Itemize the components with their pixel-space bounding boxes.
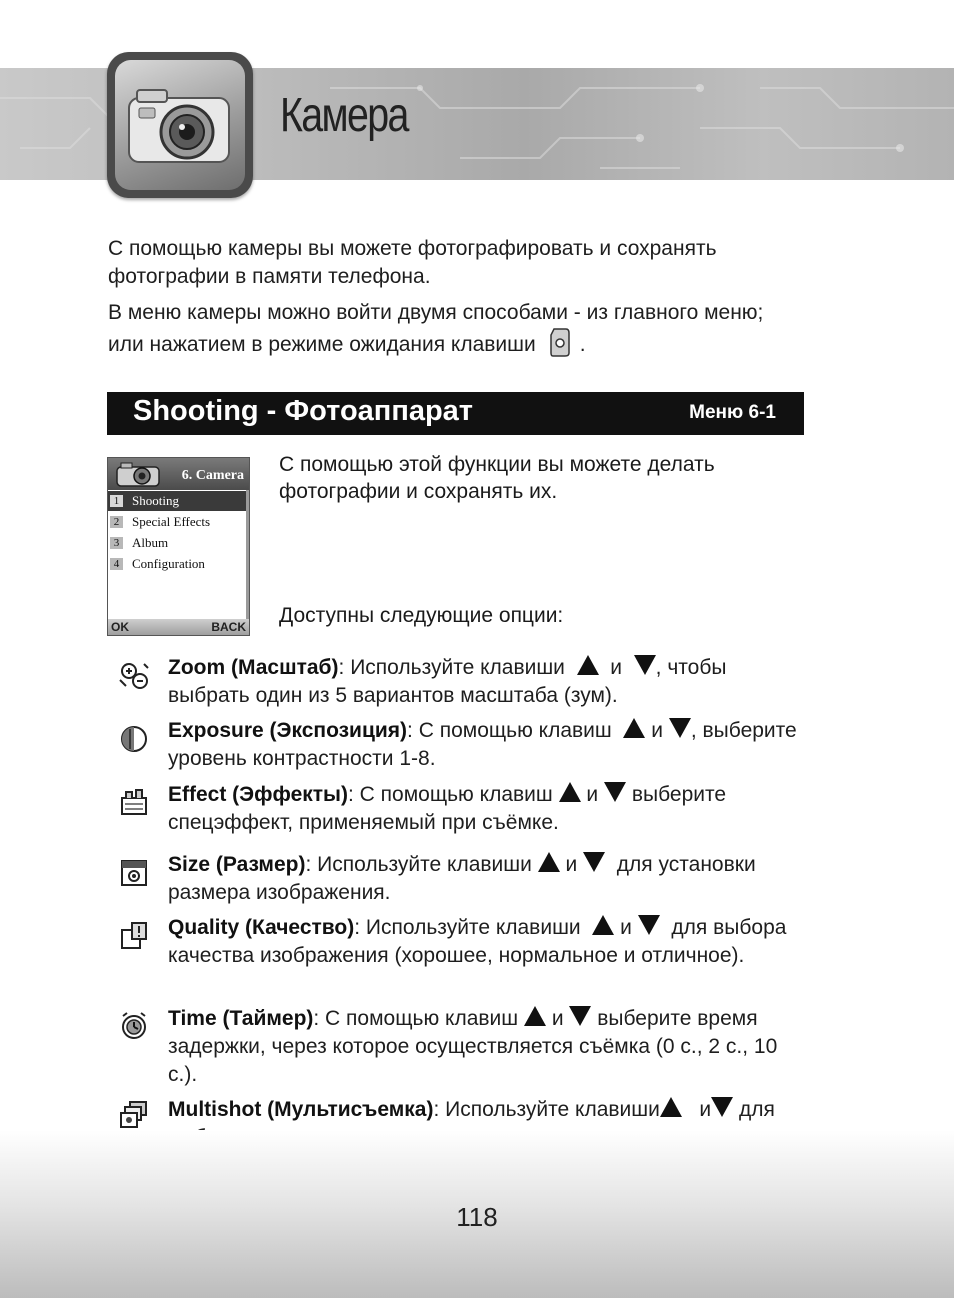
- function-description: С помощью этой функции вы можете делать фотографии и сохранять их.: [279, 453, 715, 503]
- up-arrow-icon: [559, 782, 581, 802]
- intro-paragraph-2: [108, 299, 798, 359]
- option-multishot-text-2: для: [738, 1098, 775, 1121]
- option-size-title: Size (Размер): [168, 853, 306, 876]
- up-arrow-icon: [592, 915, 614, 935]
- intro-paragraph-2-end: .: [579, 333, 586, 356]
- option-effect-text-2: выберите спецэффект, применяемый при съёмке.: [168, 783, 727, 834]
- down-arrow-icon: [569, 1006, 591, 1026]
- down-arrow-icon: [634, 655, 656, 675]
- up-arrow-icon: [538, 852, 560, 872]
- up-arrow-icon: [577, 655, 599, 675]
- intro-paragraph-1: С помощью камеры вы можете фотографировать и сохранять фотографии в памяти телефона.: [108, 237, 717, 288]
- up-arrow-icon: [660, 1097, 682, 1117]
- option-zoom: [168, 654, 798, 710]
- phone-menu-item-number: 2: [110, 516, 123, 528]
- options-heading: Доступны следующие опции:: [279, 604, 564, 627]
- down-arrow-icon: [583, 852, 605, 872]
- down-arrow-icon: [669, 718, 691, 738]
- option-size-and: и: [565, 853, 578, 876]
- option-effect-text-1: : С помощью клавиш: [348, 783, 553, 806]
- option-zoom-and: и: [610, 656, 622, 679]
- camera-icon: [107, 52, 253, 198]
- option-quality-text-1: : Используйте клавиши: [354, 916, 581, 939]
- phone-screen: [107, 457, 250, 636]
- multishot-icon: [118, 1099, 150, 1131]
- intro-paragraph-2-text: В меню камеры можно войти двумя способами - из главного меню; или нажатием в режиме ожидания клавиши: [108, 301, 764, 356]
- softkey-back[interactable]: BACK: [211, 620, 246, 634]
- page-title: Камера: [280, 89, 408, 142]
- option-multishot-title: Multishot (Мультисъемка): [168, 1098, 434, 1121]
- option-multishot-text-1: : Используйте клавиши: [433, 1098, 660, 1121]
- softkey-ok[interactable]: OK: [111, 620, 129, 634]
- phone-screen-header: [108, 458, 249, 490]
- phone-menu-item-label: Album: [132, 535, 169, 550]
- phone-menu-item-configuration[interactable]: [108, 554, 249, 574]
- page-number: 118: [456, 1202, 498, 1232]
- option-effect-and: и: [586, 783, 599, 806]
- phone-menu-item-label: Special Effects: [132, 514, 211, 529]
- option-time: [168, 1005, 798, 1089]
- option-multishot-and: и: [699, 1098, 712, 1121]
- option-exposure-text-2: , выберите уровень контрастности 1-8.: [168, 719, 797, 770]
- phone-menu-item-label: Shooting: [132, 493, 179, 508]
- option-zoom-text-2: , чтобы выбрать один из 5 вариантов масштаба (зум).: [168, 656, 727, 707]
- option-size: [168, 851, 798, 907]
- option-quality-text-2: для выбора качества изображения (хорошее, нормальное и отличное).: [168, 916, 787, 967]
- up-arrow-icon: [524, 1006, 546, 1026]
- phone-menu-item-number: 1: [110, 495, 123, 507]
- option-quality-title: Quality (Качество): [168, 916, 355, 939]
- camera-key-icon: [550, 327, 570, 357]
- down-arrow-icon: [638, 915, 660, 935]
- option-quality: [168, 914, 798, 970]
- option-zoom-title: Zoom (Масштаб): [168, 656, 339, 679]
- phone-menu-item-number: 4: [110, 558, 123, 570]
- phone-menu-item-special-effects[interactable]: [108, 512, 249, 532]
- phone-menu-item-number: 3: [110, 537, 123, 549]
- phone-menu-item-label: Configuration: [132, 556, 205, 571]
- option-size-text-1: : Используйте клавиши: [305, 853, 532, 876]
- option-effect: [168, 781, 798, 837]
- option-effect-title: Effect (Эффекты): [168, 783, 348, 806]
- phone-screen-title: 6. Camera: [181, 468, 244, 483]
- option-exposure-title: Exposure (Экспозиция): [168, 719, 408, 742]
- phone-camera-icon: [114, 460, 162, 488]
- option-quality-and: и: [620, 916, 632, 939]
- down-arrow-icon: [604, 782, 626, 802]
- phone-softkeys: [108, 619, 249, 635]
- option-exposure-text-1: : С помощью клавиш: [407, 719, 612, 742]
- effect-icon: [118, 786, 150, 818]
- option-time-text-1: : С помощью клавиш: [313, 1007, 519, 1030]
- phone-menu-item-shooting[interactable]: [108, 491, 249, 511]
- up-arrow-icon: [623, 718, 645, 738]
- phone-menu-item-album[interactable]: [108, 533, 249, 553]
- option-exposure-and: и: [651, 719, 664, 742]
- option-time-title: Time (Таймер): [168, 1007, 314, 1030]
- section-title: Shooting - Фотоаппарат: [133, 395, 474, 427]
- timer-icon: [118, 1010, 150, 1042]
- exposure-icon: [118, 723, 150, 755]
- down-arrow-icon: [711, 1097, 733, 1117]
- option-time-and: и: [551, 1007, 564, 1030]
- size-icon: [118, 857, 150, 889]
- option-exposure: [168, 717, 798, 773]
- section-header: [107, 392, 804, 435]
- section-menu-number: Меню 6-1: [689, 402, 776, 423]
- option-size-text-2: для установки размера изображения.: [168, 853, 756, 904]
- phone-scrollbar: [246, 490, 249, 620]
- quality-icon: [118, 920, 150, 952]
- zoom-icon: [118, 660, 150, 692]
- option-time-text-2: выберите время задержки, через которое осуществляется съёмка (0 с., 2 с., 10 с.).: [168, 1007, 778, 1086]
- option-zoom-text-1: : Используйте клавиши: [338, 656, 565, 679]
